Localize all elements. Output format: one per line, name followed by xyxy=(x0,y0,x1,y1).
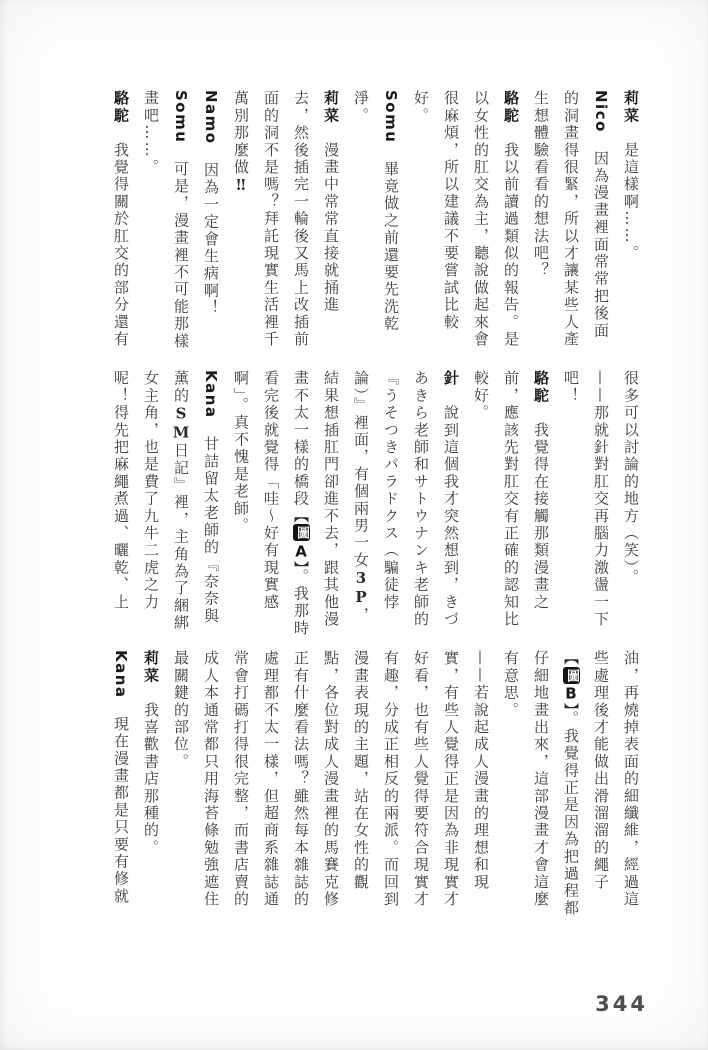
dialogue-text: 實，有些人覺得正是因為非現實才 xyxy=(442,650,460,908)
text-column xyxy=(166,370,196,638)
dialogue-text: 我喜歡書店那種的。 xyxy=(142,684,160,857)
upright-chars: ‼ xyxy=(232,176,250,195)
text-band-middle xyxy=(102,370,646,638)
dialogue-text: 因為漫畫裡面常常把後面 xyxy=(592,132,610,340)
dialogue-text: 說到這個我才突然想到，きづ xyxy=(442,387,460,629)
dialogue-text: 啊」。真不愧是老師。 xyxy=(232,370,250,535)
text-column xyxy=(466,370,496,638)
text-column xyxy=(526,90,556,358)
text-column xyxy=(616,650,646,918)
speaker-name-latin: Nico xyxy=(592,90,610,133)
text-column xyxy=(166,90,196,358)
text-column xyxy=(556,90,586,358)
text-column xyxy=(346,370,376,638)
text-column xyxy=(466,650,496,918)
upright-chars: 3P xyxy=(352,568,370,607)
dialogue-text: 漫畫中常常直接就捅進 xyxy=(322,124,340,314)
dialogue-text: 呢！得先把麻繩煮過、曬乾、上 xyxy=(112,370,130,611)
dialogue-text: 因為一定會生病啊！ xyxy=(202,144,220,317)
text-column xyxy=(496,370,526,638)
text-column xyxy=(406,650,436,918)
text-column xyxy=(166,650,196,918)
dialogue-text: 去，然後插完一輪後又馬上改插前 xyxy=(292,90,310,348)
dialogue-text: 萬別那麼做 xyxy=(232,90,250,176)
dialogue-text: あきら老師和サトウナンキ老師的 xyxy=(412,370,430,628)
dialogue-text: 些處理後才能做出滑溜溜的繩子 xyxy=(592,650,610,891)
dialogue-text: 畫吧……。 xyxy=(142,90,160,176)
speaker-name-latin: Kana xyxy=(112,650,130,699)
text-column xyxy=(346,650,376,918)
dialogue-text: 較好。 xyxy=(472,370,490,422)
figure-ref-open-bracket: 【 xyxy=(292,507,310,524)
text-column xyxy=(616,370,646,638)
dialogue-text: 吧！ xyxy=(562,370,580,405)
text-column xyxy=(196,650,226,918)
dialogue-text: 好看，也有些人覺得要符合現實才 xyxy=(412,650,430,908)
dialogue-text: 畢竟做之前還要先洗乾 xyxy=(382,143,400,333)
speaker-name: 駱駝 xyxy=(502,90,520,125)
text-column xyxy=(556,650,586,918)
text-band-bottom xyxy=(102,650,646,918)
dialogue-text: 很麻煩，所以建議不要嘗試比較 xyxy=(442,90,460,331)
text-column xyxy=(406,90,436,358)
speaker-name-latin: Somu xyxy=(382,90,400,144)
speaker-name-latin: Namo xyxy=(202,90,220,145)
text-column xyxy=(436,650,466,918)
text-column xyxy=(226,650,256,918)
dialogue-text: 畫不太一樣的橋段 xyxy=(292,370,310,508)
speaker-name-latin: Kana xyxy=(202,370,220,419)
figure-ref-box: 圖 xyxy=(294,526,309,540)
text-column xyxy=(586,90,616,358)
dialogue-text: 最關鍵的部位。 xyxy=(172,650,190,771)
dialogue-text: 現在漫畫都是只要有修就 xyxy=(112,698,130,905)
speaker-name: 駱駝 xyxy=(532,370,550,405)
text-column xyxy=(496,650,526,918)
dialogue-text: 『うそつきパラドクス（騙徒悖 xyxy=(382,370,400,611)
dialogue-text: 淨。 xyxy=(352,90,370,125)
text-column xyxy=(436,90,466,358)
text-column xyxy=(226,370,256,638)
figure-ref-box: 圖 xyxy=(564,668,579,682)
text-column xyxy=(106,650,136,918)
text-column xyxy=(286,90,316,358)
dialogue-text: 。我那時 xyxy=(292,568,310,637)
text-column xyxy=(196,370,226,638)
speaker-name: 莉菜 xyxy=(322,90,340,125)
text-column xyxy=(256,90,286,358)
figure-ref-close-bracket: 】 xyxy=(292,560,310,569)
dialogue-text: 油，再燒掉表面的細纖維，經過這 xyxy=(622,650,640,908)
dialogue-text: 處理都不太一樣，但超商系雜誌通 xyxy=(262,650,280,908)
text-column xyxy=(196,90,226,358)
dialogue-text: 前，應該先對肛交有正確的認知比 xyxy=(502,370,520,628)
text-column xyxy=(376,650,406,918)
text-column xyxy=(526,370,556,638)
dialogue-text: 論）』裡面，有個兩男一女 xyxy=(352,370,370,569)
dialogue-text: 點，各位對成人漫畫裡的馬賽克修 xyxy=(322,650,340,908)
dialogue-text: 以女性的肛交為主，聽說做起來會 xyxy=(472,90,490,348)
text-column xyxy=(136,370,166,638)
figure-ref xyxy=(292,508,310,569)
dialogue-text: 很多可以討論的地方（笑）。 xyxy=(622,370,640,587)
speaker-name: 莉菜 xyxy=(142,650,160,685)
text-column xyxy=(106,90,136,358)
text-column xyxy=(316,90,346,358)
dialogue-text: 。我覺得正是因為把過程都 xyxy=(562,710,580,917)
text-column xyxy=(346,90,376,358)
speaker-name: 針 xyxy=(442,370,460,388)
figure-ref-letter: A xyxy=(292,542,310,561)
dialogue-text: 有趣，分成正相反的兩派。而回到 xyxy=(382,650,400,908)
speaker-name: 莉菜 xyxy=(622,90,640,125)
text-column xyxy=(226,90,256,358)
dialogue-text: 面的洞不是嗎？拜託現實生活裡千 xyxy=(262,90,280,348)
dialogue-text: 成人本通常都只用海苔條勉強遮住 xyxy=(202,650,220,908)
text-column xyxy=(586,650,616,918)
text-column xyxy=(406,370,436,638)
text-column xyxy=(136,90,166,358)
text-band-top xyxy=(102,90,646,358)
dialogue-text: 我以前讀過類似的報告。是 xyxy=(502,124,520,349)
dialogue-text: 常會打碼打得很完整，而書店賣的 xyxy=(232,650,250,908)
text-column xyxy=(286,650,316,918)
upright-chars: SM xyxy=(172,404,190,443)
dialogue-text: ——若說起成人漫畫的理想和現 xyxy=(472,650,490,891)
dialogue-text: ——那就針對肛交再腦力激盪一下 xyxy=(592,370,610,628)
dialogue-text: 正有什麼看法嗎？雖然每本雜誌的 xyxy=(292,650,310,908)
text-column xyxy=(526,650,556,918)
page-number: 344 xyxy=(595,992,648,1016)
dialogue-text: 結果想插肛門卻進不去，跟其他漫 xyxy=(322,370,340,628)
text-column xyxy=(106,370,136,638)
text-column xyxy=(436,370,466,638)
dialogue-text: ， xyxy=(352,606,370,625)
text-column xyxy=(556,370,586,638)
dialogue-text: 生想體驗看看的想法吧？ xyxy=(532,90,550,280)
dialogue-text: 我覺得在接觸那類漫畫之 xyxy=(532,404,550,611)
dialogue-text: 可是，漫畫裡不可能那樣 xyxy=(172,143,190,350)
dialogue-text: 看完後就覺得「哇～好有現實感 xyxy=(262,370,280,611)
dialogue-text: 有意思。 xyxy=(502,650,520,719)
text-column xyxy=(466,90,496,358)
text-column xyxy=(586,370,616,638)
dialogue-text: 漫畫表現的主題，站在女性的觀 xyxy=(352,650,370,891)
dialogue-text: 好。 xyxy=(412,90,430,125)
text-column xyxy=(316,650,346,918)
dialogue-text: 女主角，也是費了九牛二虎之力 xyxy=(142,370,160,611)
text-column xyxy=(256,370,286,638)
text-column xyxy=(256,650,286,918)
dialogue-text: 的洞畫得很緊，所以才讓某些人產 xyxy=(562,90,580,348)
dialogue-text: 甘詰留太老師的『奈奈與 xyxy=(202,418,220,625)
figure-ref-close-bracket: 】 xyxy=(562,702,580,711)
speaker-name-latin: Somu xyxy=(172,90,190,144)
text-column xyxy=(286,370,316,638)
figure-ref xyxy=(562,650,580,711)
text-column xyxy=(376,90,406,358)
dialogue-text: 薰的 xyxy=(172,370,190,405)
dialogue-text: 仔細地畫出來，這部漫畫才會這麼 xyxy=(532,650,550,908)
figure-ref-letter: B xyxy=(562,684,580,703)
text-column xyxy=(616,90,646,358)
text-column xyxy=(496,90,526,358)
text-column xyxy=(136,650,166,918)
figure-ref-open-bracket: 【 xyxy=(562,650,580,666)
speaker-name: 駱駝 xyxy=(112,90,130,125)
dialogue-text: 是這樣啊……。 xyxy=(622,124,640,263)
text-column xyxy=(376,370,406,638)
dialogue-text: 我覺得關於肛交的部分還有 xyxy=(112,124,130,349)
dialogue-text: 日記』裡，主角為了綑綁 xyxy=(172,442,190,632)
text-column xyxy=(316,370,346,638)
